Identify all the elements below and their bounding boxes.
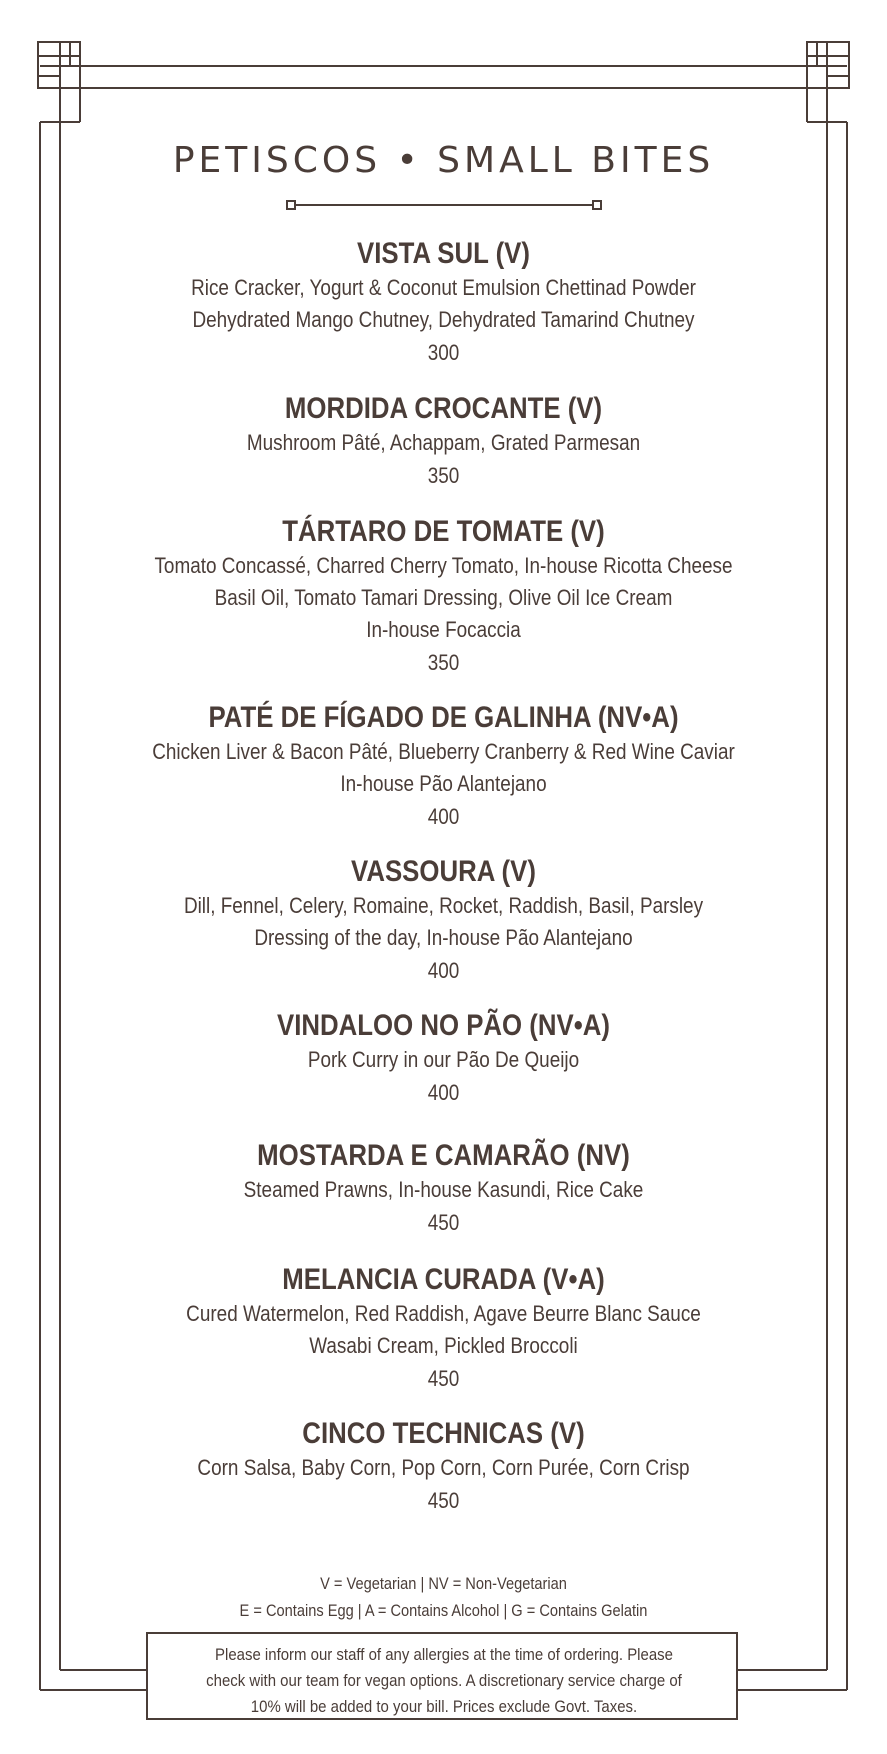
menu-item xyxy=(62,236,825,370)
allergy-notice-box xyxy=(146,1632,738,1720)
menu-item xyxy=(62,1416,825,1518)
item-description: Chicken Liver & Bacon Pâté, Blueberry Cranberry & Red Wine Caviar xyxy=(152,739,735,764)
item-description: Rice Cracker, Yogurt & Coconut Emulsion Chettinad Powder xyxy=(191,275,696,300)
menu-item xyxy=(62,1262,825,1396)
item-price: 450 xyxy=(427,1488,460,1513)
item-description: Mushroom Pâté, Achappam, Grated Parmesan xyxy=(246,430,641,455)
menu-item xyxy=(62,514,825,680)
item-description: Steamed Prawns, In-house Kasundi, Rice Cake xyxy=(243,1177,644,1202)
item-name: PATÉ DE FÍGADO DE GALINHA (NV•A) xyxy=(208,701,679,734)
item-name: MOSTARDA E CAMARÃO (NV) xyxy=(257,1139,630,1172)
item-description: Wasabi Cream, Pickled Broccoli xyxy=(309,1333,578,1358)
item-name: CINCO TECHNICAS (V) xyxy=(302,1417,585,1450)
item-description: Basil Oil, Tomato Tamari Dressing, Olive Oil Ice Cream xyxy=(214,585,673,610)
legend-line: E = Contains Egg | A = Contains Alcohol | G = Contains Gelatin xyxy=(239,1601,648,1620)
item-description: Dill, Fennel, Celery, Romaine, Rocket, Raddish, Basil, Parsley xyxy=(183,893,704,918)
item-price: 300 xyxy=(427,340,460,365)
item-price: 400 xyxy=(427,958,460,983)
item-price: 400 xyxy=(427,804,460,829)
allergy-notice-text xyxy=(166,1642,722,1720)
section-title: PETISCOS • SMALL BITES xyxy=(172,140,715,181)
legend-line: V = Vegetarian | NV = Non-Vegetarian xyxy=(320,1574,567,1593)
notice-line: Please inform our staff of any allergies at the time of ordering. Please xyxy=(215,1645,673,1664)
item-price: 450 xyxy=(427,1366,460,1391)
item-name: VISTA SUL (V) xyxy=(357,237,530,270)
item-description: Cured Watermelon, Red Raddish, Agave Beurre Blanc Sauce xyxy=(186,1301,701,1326)
item-description: Dressing of the day, In-house Pão Alantejano xyxy=(254,925,633,950)
item-price: 450 xyxy=(427,1210,460,1235)
menu-item xyxy=(62,854,825,988)
menu-item xyxy=(62,391,825,493)
item-price: 350 xyxy=(427,650,460,675)
item-description: Corn Salsa, Baby Corn, Pop Corn, Corn Purée, Corn Crisp xyxy=(197,1455,690,1480)
notice-line: 10% will be added to your bill. Prices exclude Govt. Taxes. xyxy=(250,1697,638,1716)
item-name: VINDALOO NO PÃO (NV•A) xyxy=(277,1009,610,1042)
item-description: Pork Curry in our Pão De Queijo xyxy=(307,1047,580,1072)
notice-line: check with our team for vegan options. A discretionary service charge of xyxy=(206,1671,682,1690)
item-name: MELANCIA CURADA (V•A) xyxy=(282,1263,605,1296)
item-price: 350 xyxy=(427,463,460,488)
item-description: In-house Focaccia xyxy=(366,617,521,642)
menu-item xyxy=(62,1008,825,1110)
item-description: Dehydrated Mango Chutney, Dehydrated Tamarind Chutney xyxy=(192,307,695,332)
item-description: Tomato Concassé, Charred Cherry Tomato, In-house Ricotta Cheese xyxy=(154,553,733,578)
item-description: In-house Pão Alantejano xyxy=(340,771,547,796)
title-divider xyxy=(286,199,602,211)
item-name: VASSOURA (V) xyxy=(351,855,536,888)
menu-item xyxy=(62,700,825,834)
item-name: TÁRTARO DE TOMATE (V) xyxy=(282,515,605,548)
item-name: MORDIDA CROCANTE (V) xyxy=(284,392,603,425)
item-price: 400 xyxy=(427,1080,460,1105)
menu-item xyxy=(62,1138,825,1240)
dietary-legend xyxy=(62,1570,825,1624)
